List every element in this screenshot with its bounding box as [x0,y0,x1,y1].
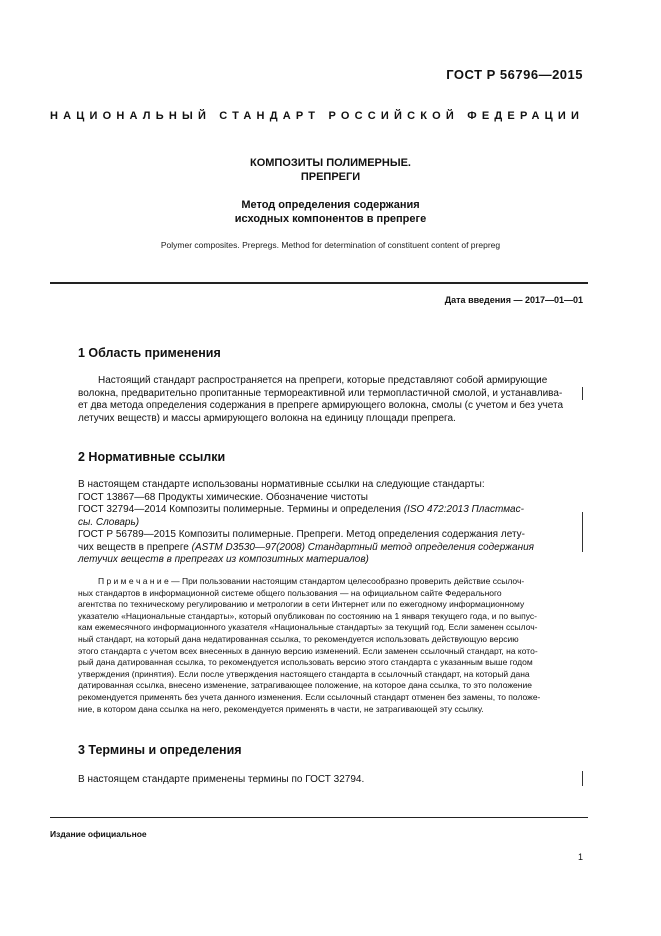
document-title [0,156,661,184]
note-line: рекомендуется применять без учета данного изменения. Если ссылочный стандарт отменен без замены, то положе- [78,691,541,702]
section-2-refs [78,479,586,567]
change-bar [582,512,583,552]
footer-divider [50,817,588,818]
note-line: датированная ссылка, внесено изменение, затрагивающее положение, на которое дана ссылка, то это положение [78,680,532,691]
ref-iso: (ISO 472:2013 Пластмас- [403,504,524,515]
change-bar [582,387,583,400]
title-line-2: ПРЕПРЕГИ [300,171,361,183]
document-subtitle [0,198,661,226]
ref-astm: (ASTM D3530—97(2008) Стандартный метод определения содержания [191,541,535,553]
note-line: ный стандарт, на который дана недатированная ссылка, то рекомендуется использовать действующую версию [78,633,519,644]
reference-gost-13867: ГОСТ 13867—68 Продукты химические. Обозначение чистоты [78,491,368,503]
note-line: указателю «Национальные стандарты», который опубликован по состоянию на 1 января текущего года, и по выпус- [78,610,537,621]
title-line-1: КОМПОЗИТЫ ПОЛИМЕРНЫЕ. [250,157,411,169]
document-code: ГОСТ Р 56796—2015 [446,67,583,82]
change-bar [582,771,583,786]
reference-gost-r-56789-cont [78,542,586,555]
note-line: П р и м е ч а н и е — При пользовании настоящим стандартом целесообразно проверить действие ссылоч- [98,576,525,586]
section-2-heading: 2 Нормативные ссылки [78,450,226,464]
reference-gost-32794 [78,504,586,517]
section-1-heading: 1 Область применения [78,346,221,360]
reference-gost-r-56789: ГОСТ Р 56789—2015 Композиты полимерные. Препреги. Метод определения содержания лету- [78,529,525,540]
section-1-text [78,375,586,425]
note-line: ние, в котором дана ссылка на него, рекомендуется применять в части, не затрагивающей эту ссылку. [78,703,484,714]
subtitle-line-2: исходных компонентов в препреге [234,213,427,225]
official-edition-label: Издание официальное [50,829,147,839]
section-1-line: Настоящий стандарт распространяется на препреги, которые представляют собой армирующие [98,375,548,386]
section-3-heading: 3 Термины и определения [78,743,242,757]
subtitle-line-1: Метод определения содержания [241,199,420,211]
note-line: рый дана датированная ссылка, то рекомендуется использовать версию этого стандарта с указанным выше годом [78,657,533,668]
header-divider [50,282,588,284]
page-number: 1 [577,852,583,862]
section-3-text: В настоящем стандарте применены термины по ГОСТ 32794. [78,774,365,785]
introduction-date: Дата введения — 2017—01—01 [444,295,583,305]
ref-text: чих веществ в препреге [78,541,192,553]
note-line: кам ежемесячного информационного указателя «Национальные стандарты» за текущий год. Если заменен ссылоч- [78,622,538,633]
section-2-note [78,576,586,715]
refs-intro: В настоящем стандарте использованы нормативные ссылки на следующие стандарты: [78,479,485,490]
section-1-line: летучих веществ) и массы армирующего волокна на единицу площади препрега. [78,412,456,424]
section-1-line: волокна, предварительно пропитанные термореактивной или термопластичной смолой, и устанавлива- [78,387,563,399]
ref-astm-cont: летучих веществ в препрегах из композитных материалов) [78,554,369,565]
national-standard-title: НАЦИОНАЛЬНЫЙ СТАНДАРТ РОССИЙСКОЙ ФЕДЕРАЦИИ [50,110,585,122]
section-1-line: ет два метода определения содержания в препреге армирующего волокна, смолы (с учетом и без учета [78,400,564,411]
note-line: агентства по техническому регулированию и метрологии в сети Интернет или по ежегодному информационному [78,599,525,610]
note-line: этого стандарта с учетом всех внесенных в данную версию изменений. Если заменен ссылочный стандарт, на кото- [78,645,538,656]
note-line: утверждения (принятия). Если после утверждения настоящего стандарта в ссылочный стандарт, на который дана [78,668,530,679]
ref-text: ГОСТ 32794—2014 Композиты полимерные. Термины и определения [78,504,404,515]
note-line: ных стандартов в информационной системе общего пользования — на официальном сайте Федерального [78,587,502,598]
ref-iso-cont: сы. Словарь) [78,516,140,528]
english-title: Polymer composites. Prepregs. Method for determination of constituent content of prepreg [160,240,501,250]
